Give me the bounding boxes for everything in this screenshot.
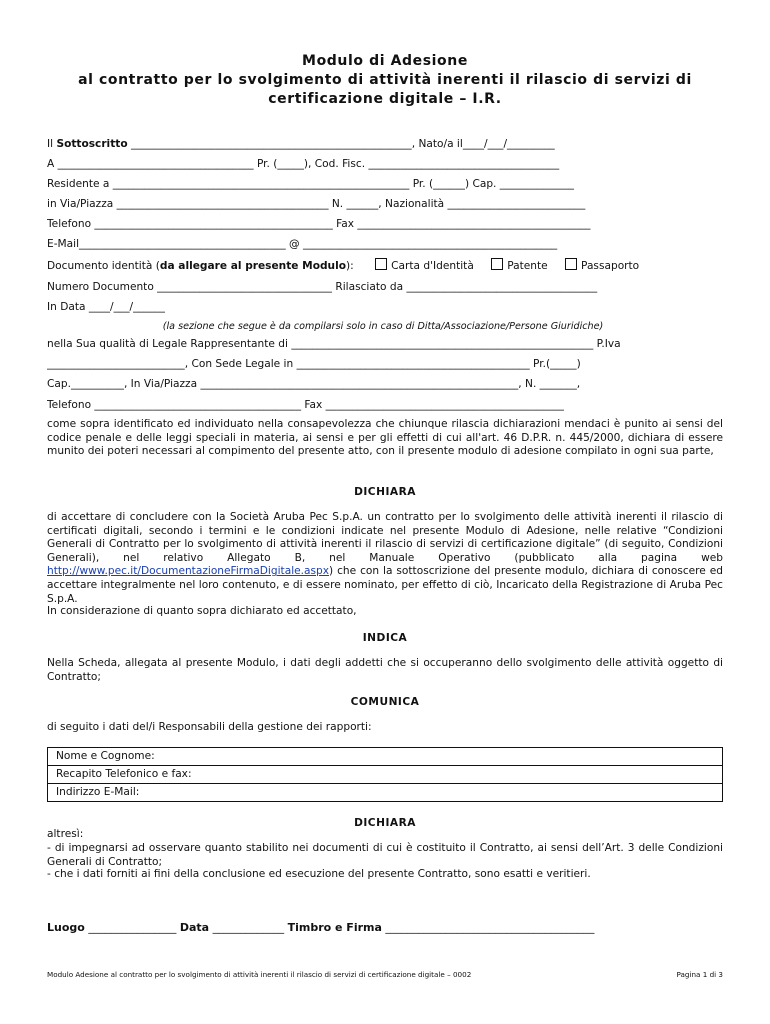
dichiara-text-1: di accettare di concludere con la Società Aruba Pec S.p.A. un contratto per lo svolgimento delle attività inerenti il rilascio di certificati digitali, secondo i termini e le condizioni indicate nel presente Modulo di Adesione, nelle relative “Condizioni Generali di Contratto per lo svolgimento di attività inerenti il rilascio di servizi di certificazione digitale” (di seguito, Condizioni Generali), nel relativo Allegato B, nel Manuale Operativo (pubblicato alla pagina web [47, 511, 723, 564]
table-row[interactable]: Recapito Telefonico e fax: [48, 766, 722, 784]
comunica-heading: COMUNICA [350, 696, 420, 708]
issue-date-field[interactable]: In Data ____/___/______ [47, 301, 165, 313]
altresi-item-2: - che i dati forniti ai fini della conclusione ed esecuzione del presente Contratto, sono esatti e veritieri. [47, 868, 591, 880]
altresi-label: altresì: [47, 828, 84, 840]
document-type-label: Documento identità ( [47, 260, 160, 272]
signature-row [47, 921, 723, 935]
company-address-field[interactable]: Cap.__________, In Via/Piazza ____________________________________________________________, N. _______, [47, 378, 581, 390]
luogo-label: Luogo [47, 921, 85, 934]
document-type-colon: ): [346, 260, 354, 272]
document-type-row [47, 258, 719, 273]
title-line-1: Modulo di Adesione [302, 53, 468, 69]
document-attach-note: da allegare al presente Modulo [159, 260, 347, 272]
patente-checkbox[interactable] [491, 258, 503, 270]
sottoscritto-label: Sottoscritto [56, 138, 128, 150]
passaporto-label: Passaporto [581, 260, 640, 272]
carta-identita-checkbox[interactable] [375, 258, 387, 270]
dichiara-heading: DICHIARA [354, 486, 416, 498]
data-label: Data [179, 921, 210, 934]
dichiara-altresi-heading: DICHIARA [354, 817, 416, 829]
address-field[interactable]: in Via/Piazza ________________________________________ N. ______, Nazionalità __________________________ [47, 198, 586, 210]
carta-identita-label: Carta d'Identità [391, 260, 474, 272]
altresi-item-1: - di impegnarsi ad osservare quanto stabilito nei documenti di cui è costituito il Contratto, ai sensi dell’Art. 3 delle Condizioni Generali di Contratto; [47, 842, 723, 868]
signature-field[interactable]: ______________________________________ [381, 921, 595, 934]
company-section-note: (la sezione che segue è da compilarsi solo in caso di Ditta/Associazione/Persone Giuridiche) [162, 321, 604, 332]
patente-label: Patente [507, 260, 548, 272]
table-row[interactable]: Indirizzo E-Mail: [56, 786, 140, 798]
birthplace-field[interactable]: A _____________________________________ Pr. (_____), Cod. Fisc. ____________________________________ [47, 158, 560, 170]
company-phone-fax-field[interactable]: Telefono _______________________________________ Fax _____________________________________________ [47, 399, 564, 411]
table-row[interactable]: Nome e Cognome: [48, 748, 722, 766]
residence-field[interactable]: Residente a ________________________________________________________ Pr. (______) Cap. ______________ [47, 178, 574, 190]
luogo-field[interactable]: ________________ [84, 921, 180, 934]
sottoscritto-field[interactable] [47, 137, 719, 151]
identification-paragraph: come sopra identificato ed individuato nella consapevolezza che chiunque rilascia dichiarazioni mendaci è punito ai sensi del codice penale e delle leggi speciali in materia, ai sensi e per gli effetti di cui all'art. 46 D.P.R. n. 445/2000, dichiara di essere munito dei poteri necessari al compimento del presente atto, con il presente modulo di adesione compilato in ogni sua parte, [47, 418, 723, 458]
dichiara-text-2: ) che con la sottoscrizione del presente modulo, dichiara di conoscere ed accettare integralmente nel loro contenuto, e di essere nominato, per effetto di ciò, Incaricato della Registrazione di Aruba Pec S.p.A. [47, 565, 723, 605]
dichiara-paragraph [47, 511, 723, 606]
footer-document-name: Modulo Adesione al contratto per lo svolgimento di attività inerenti il rilascio di servizi di certificazione digitale – 0002 [47, 970, 472, 979]
document-title [40, 52, 730, 109]
timbro-firma-label: Timbro e Firma [287, 921, 382, 934]
phone-fax-field[interactable]: Telefono _____________________________________________ Fax ____________________________________________ [47, 218, 591, 230]
indica-paragraph: Nella Scheda, allegata al presente Modulo, i dati degli addetti che si occuperanno dello svolgimento delle attività oggetto di Contratto; [47, 657, 723, 683]
passaporto-checkbox[interactable] [565, 258, 577, 270]
registered-office-field[interactable]: __________________________, Con Sede Legale in ____________________________________________ Pr.(_____) [47, 358, 581, 370]
document-number-field[interactable]: Numero Documento _________________________________ Rilasciato da ____________________________________ [47, 281, 598, 293]
sottoscritto-prefix: Il [47, 138, 57, 150]
indica-heading: INDICA [362, 632, 408, 644]
email-field[interactable]: E-Mail_______________________________________ @ ________________________________________________ [47, 238, 558, 250]
title-line-2: al contratto per lo svolgimento di attività inerenti il rilascio di servizi di [78, 72, 692, 88]
legal-rep-field[interactable]: nella Sua qualità di Legale Rappresentante di _________________________________________________________ P.Iva [47, 338, 621, 350]
contact-table [47, 747, 723, 802]
title-line-3: certificazione digitale – I.R. [268, 91, 502, 107]
considerazione-line: In considerazione di quanto sopra dichiarato ed accettato, [47, 605, 357, 617]
comunica-paragraph: di seguito i dati del/i Responsabili della gestione dei rapporti: [47, 721, 372, 733]
sottoscritto-blank[interactable]: _____________________________________________________, Nato/a il____/___/_________ [127, 138, 555, 150]
data-field[interactable]: _____________ [209, 921, 288, 934]
documentation-link[interactable]: http://www.pec.it/DocumentazioneFirmaDigitale.aspx [47, 565, 330, 578]
footer-page-number: Pagina 1 di 3 [676, 970, 723, 979]
